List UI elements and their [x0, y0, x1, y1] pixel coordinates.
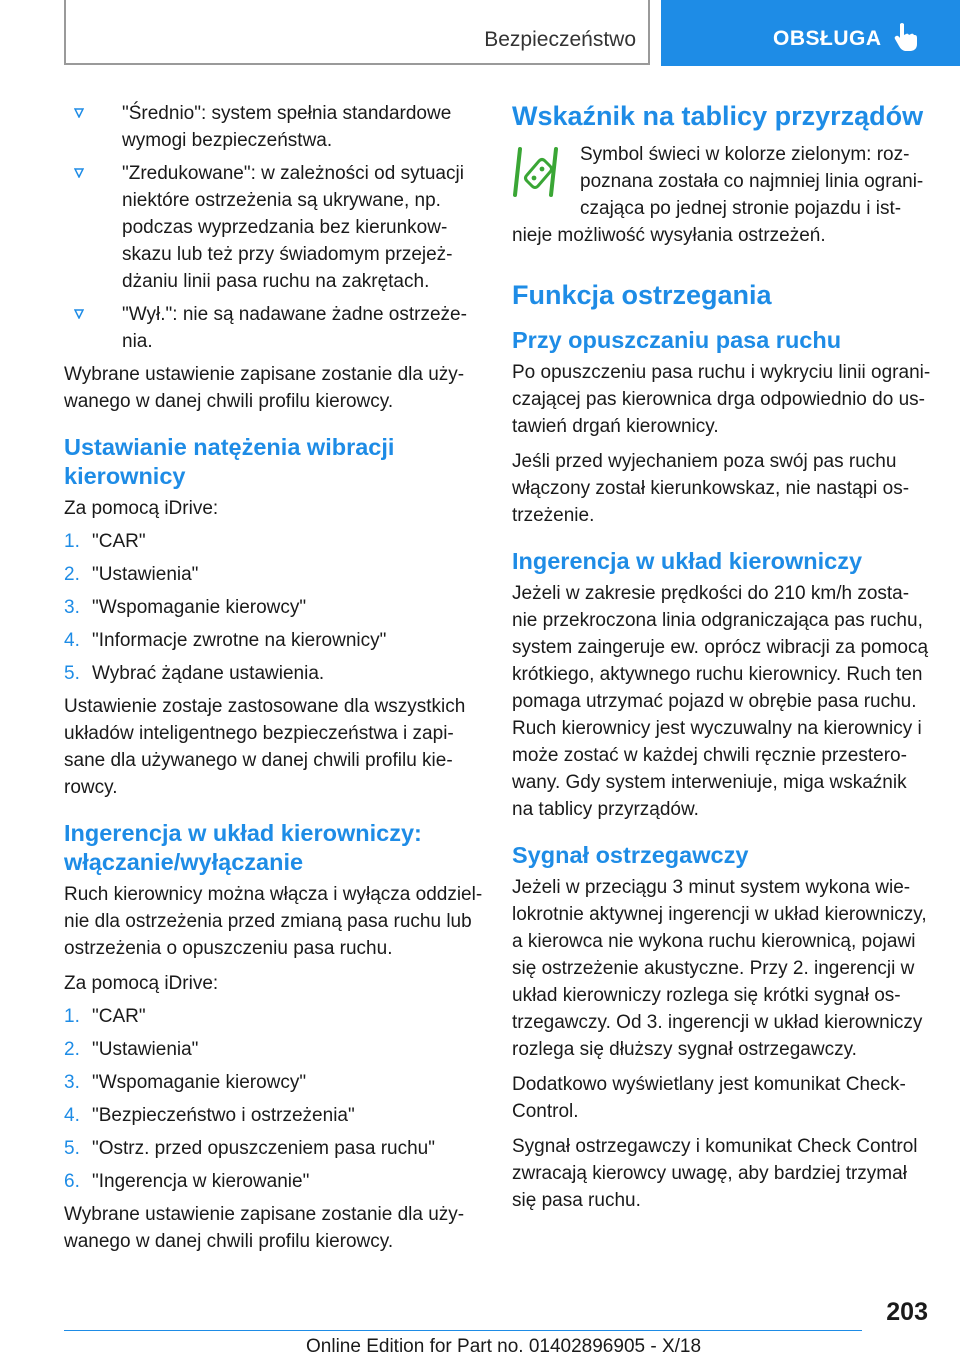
- edition-footer: Online Edition for Part no. 01402896905 - X/18: [306, 1336, 702, 1357]
- steps-list: [64, 1003, 484, 1195]
- paragraph: Za pomocą iDrive:: [64, 498, 219, 519]
- indicator-description: [512, 141, 932, 249]
- paragraph: Sygnał ostrzegawczy i komunikat Check Control zwracają kierowcy uwagę, aby bardziej trzymał się pasa ruchu.: [512, 1136, 918, 1211]
- triangle-bullet-icon: [74, 108, 84, 118]
- header-divider-left: [64, 0, 66, 64]
- list-item: 2. "Ustawienia": [64, 1039, 199, 1060]
- list-item: 3. "Wspomaganie kierowcy": [64, 597, 307, 618]
- triangle-bullet-icon: [74, 309, 84, 319]
- steps-list: [64, 528, 484, 687]
- list-item: 5. Wybrać żądane ustawienia.: [64, 663, 325, 684]
- list-item: 2. "Ustawienia": [64, 564, 199, 585]
- paragraph: Ruch kierownicy można włącza i wyłącza oddziel- nie dla ostrzeżenia przed zmianą pasa ruchu lub ostrzeżenia o opuszczeniu pasa ruchu.: [64, 884, 483, 959]
- list-item: 1. "CAR": [64, 531, 146, 552]
- list-item: 5. "Ostrz. przed opuszczeniem pasa ruchu": [64, 1138, 435, 1159]
- hand-pointer-icon: [893, 22, 919, 52]
- paragraph: Symbol świeci w kolorze zielonym: roz- poznana została co najmniej linia ograni- czająca po jednej stronie pojazdu i ist-: [580, 144, 924, 219]
- list-item: "Średnio": system spełnia standardowe wymogi bezpieczeństwa.: [64, 100, 484, 154]
- section-heading: Wskaźnik na tablicy przyrządów: [512, 101, 924, 131]
- page-number: 203: [886, 1298, 928, 1326]
- paragraph: Po opuszczeniu pasa ruchu i wykryciu linii ograni- czającej pas kierownica drga odpowiednio do us- tawień drgań kierownicy.: [512, 362, 931, 437]
- paragraph: Jeśli przed wyjechaniem poza swój pas ruchu włączony został kierunkowskaz, nie nastąpi os- trzeżenie.: [512, 451, 910, 526]
- header-divider-right: [648, 0, 650, 64]
- list-item: 6. "Ingerencja w kierowanie": [64, 1171, 310, 1192]
- list-item: "Zredukowane": w zależności od sytuacji niektóre ostrzeżenia są ukrywane, np. podczas wyprzedzania bez kierunkow- skazu lub też przy świadomym przejeż- dżaniu linii pasa ruchu na zakrętach.: [64, 160, 484, 295]
- list-item: 3. "Wspomaganie kierowcy": [64, 1072, 307, 1093]
- chapter-tab-label: OBSŁUGA: [773, 27, 882, 50]
- subsection-heading: Ingerencja w układ kierowniczy: [512, 548, 863, 574]
- header-divider-bottom: [64, 63, 650, 65]
- section-heading: Funkcja ostrzegania: [512, 280, 772, 310]
- paragraph: nieje możliwość wysyłania ostrzeżeń.: [512, 225, 826, 246]
- left-column: [64, 100, 484, 1255]
- chapter-tab[interactable]: [661, 0, 960, 66]
- list-item: 4. "Informacje zwrotne na kierownicy": [64, 630, 387, 651]
- subsection-heading: Przy opuszczaniu pasa ruchu: [512, 327, 842, 353]
- section-heading: Ingerencja w układ kierowniczy: włączanie/wyłączanie: [64, 820, 422, 875]
- paragraph: Za pomocą iDrive:: [64, 973, 219, 994]
- list-item: 1. "CAR": [64, 1006, 146, 1027]
- lane-departure-icon: [512, 141, 568, 201]
- paragraph: Wybrane ustawienie zapisane zostanie dla uży- wanego w danej chwili profilu kierowcy.: [64, 1204, 465, 1252]
- list-item: "Wył.": nie są nadawane żadne ostrzeże- nia.: [64, 301, 484, 355]
- right-column: [512, 100, 932, 1222]
- section-label: Bezpieczeństwo: [484, 28, 636, 51]
- paragraph: Ustawienie zostaje zastosowane dla wszystkich układów inteligentnego bezpieczeństwa i zapi- sane dla używanego w danej chwili profilu kie- rowcy.: [64, 696, 466, 798]
- subsection-heading: Sygnał ostrzegawczy: [512, 842, 749, 868]
- list-item: 4. "Bezpieczeństwo i ostrzeżenia": [64, 1105, 355, 1126]
- paragraph: Dodatkowo wyświetlany jest komunikat Check- Control.: [512, 1074, 906, 1122]
- paragraph: Jeżeli w przeciągu 3 minut system wykona wie- lokrotnie aktywnej ingerencji w układ kierowniczy, a kierowca nie wykona ruchu kierownicą, pojawi się ostrzeżenie akustyczne. Przy 2. ingerencji w układ kierowniczy rozlega się krótki sygnał os- trzegawczy. Od 3. ingerencji w układ kierowniczy rozlega się dłuższy sygnał ostrzegawczy.: [512, 877, 927, 1060]
- option-list: [64, 100, 484, 355]
- footer-divider: [64, 1330, 862, 1331]
- section-heading: Ustawianie natężenia wibracji kierownicy: [64, 434, 395, 489]
- paragraph: Jeżeli w zakresie prędkości do 210 km/h zosta- nie przekroczona linia odgraniczająca pas ruchu, system zaingeruje ew. oprócz wibracji za pomocą krótkiego, aktywnego ruchu kierownicy. Ruch ten pomaga utrzymać pojazd w obrębie pasa ruchu. Ruch kierownicy jest wyczuwalny na kierownicy i może zostać w każdej chwili ręcznie przestero- wany. Gdy system interweniuje, miga wskaźnik na tablicy przyrządów.: [512, 583, 929, 820]
- paragraph: Wybrane ustawienie zapisane zostanie dla uży- wanego w danej chwili profilu kierowcy.: [64, 364, 465, 412]
- triangle-bullet-icon: [74, 168, 84, 178]
